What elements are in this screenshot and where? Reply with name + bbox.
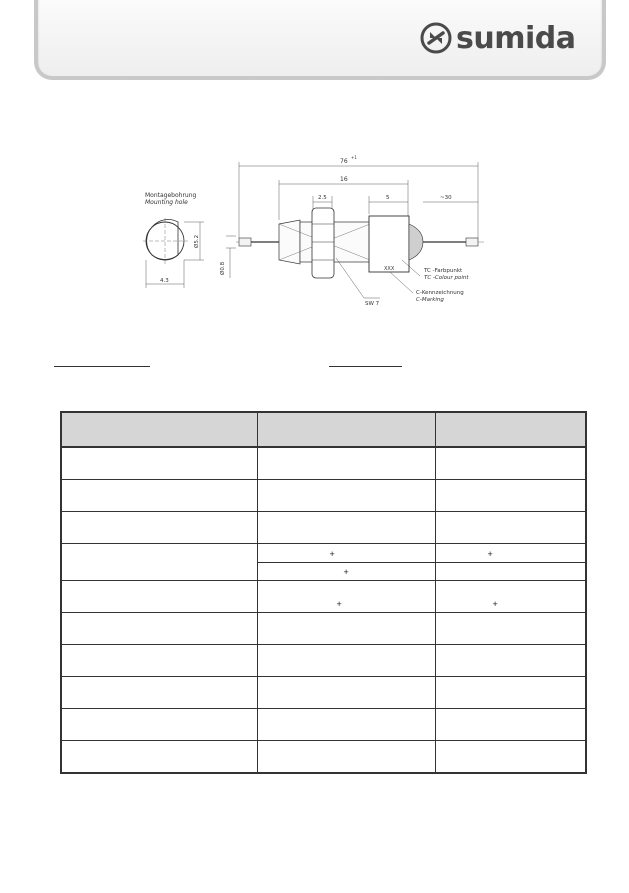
table-cell — [257, 512, 435, 544]
table-row — [61, 677, 586, 709]
table-cell — [435, 512, 586, 544]
table-cell — [435, 480, 586, 512]
table-cell — [435, 581, 586, 613]
table-cell — [61, 709, 257, 741]
table-header-cell — [257, 412, 435, 447]
table-row — [61, 447, 586, 480]
dim-pin: Ø0.8 — [220, 261, 226, 275]
plus-minus-mark: + — [329, 549, 335, 559]
table-row — [61, 741, 586, 774]
table-cell — [257, 677, 435, 709]
table-header-cell — [435, 412, 586, 447]
plus-minus-mark: + — [336, 599, 342, 609]
table-cell — [61, 581, 257, 613]
table-cell — [61, 512, 257, 544]
marking-xxx: XXX — [384, 266, 395, 272]
dim-body: 16 — [340, 176, 348, 183]
dim-hole-height: Ø5.2 — [194, 234, 200, 248]
table-cell — [61, 544, 257, 581]
table-cell — [435, 613, 586, 645]
sumida-logo-icon — [420, 22, 452, 54]
table-cell — [61, 447, 257, 480]
table-row — [61, 581, 586, 613]
table-row — [61, 645, 586, 677]
dim-total-tol: +1 — [351, 155, 357, 160]
specification-table — [60, 411, 587, 774]
label-c-en: C-Marking — [416, 297, 444, 303]
plus-minus-mark: + — [343, 567, 349, 577]
dim-nut: 2.5 — [318, 195, 327, 201]
plus-minus-mark: + — [487, 549, 493, 559]
label-c-de: C-Kennzeichnung — [416, 290, 464, 296]
table-header-cell — [61, 412, 257, 447]
label-tc-de: TC -Farbpunkt — [424, 268, 463, 274]
table-cell — [435, 544, 586, 563]
table-cell — [257, 741, 435, 774]
table-cell — [435, 645, 586, 677]
brand-name: sumida — [456, 20, 576, 56]
table-cell — [257, 581, 435, 613]
capacitor-cap — [369, 216, 409, 272]
table-cell — [61, 613, 257, 645]
table-cell — [257, 544, 435, 563]
table-row — [61, 613, 586, 645]
label-sw: SW 7 — [365, 301, 380, 307]
technical-drawing — [140, 150, 490, 325]
mounting-hole-title-de: Montagebohrung — [145, 192, 197, 199]
table-cell — [257, 480, 435, 512]
table-cell — [257, 645, 435, 677]
table-cell — [435, 709, 586, 741]
table-row — [61, 544, 586, 563]
table-row — [61, 709, 586, 741]
hex-nut — [312, 208, 334, 278]
dim-total: 76 — [340, 158, 348, 165]
table-cell — [257, 563, 435, 581]
table-cell — [257, 709, 435, 741]
table-row — [61, 512, 586, 544]
dim-lead: ~30 — [440, 195, 452, 201]
page-header — [0, 0, 629, 90]
plus-minus-mark: + — [492, 599, 498, 609]
brand-logo — [420, 16, 575, 60]
section-rule-right — [329, 366, 402, 367]
table-cell — [61, 677, 257, 709]
table-cell — [435, 447, 586, 480]
dim-hole-width: 4.3 — [160, 278, 169, 284]
label-tc-en: TC -Colour point — [424, 275, 469, 281]
section-rule-left — [54, 366, 150, 367]
table-cell — [61, 741, 257, 774]
dim-cap: 5 — [386, 195, 390, 201]
table-cell — [435, 563, 586, 581]
table-cell — [257, 447, 435, 480]
table-row — [61, 480, 586, 512]
mounting-hole-title-en: Mounting hole — [145, 199, 188, 206]
table-cell — [435, 741, 586, 774]
table-cell — [435, 677, 586, 709]
table-cell — [61, 645, 257, 677]
table-cell — [61, 480, 257, 512]
table-header-row — [61, 412, 586, 447]
table-cell — [257, 613, 435, 645]
